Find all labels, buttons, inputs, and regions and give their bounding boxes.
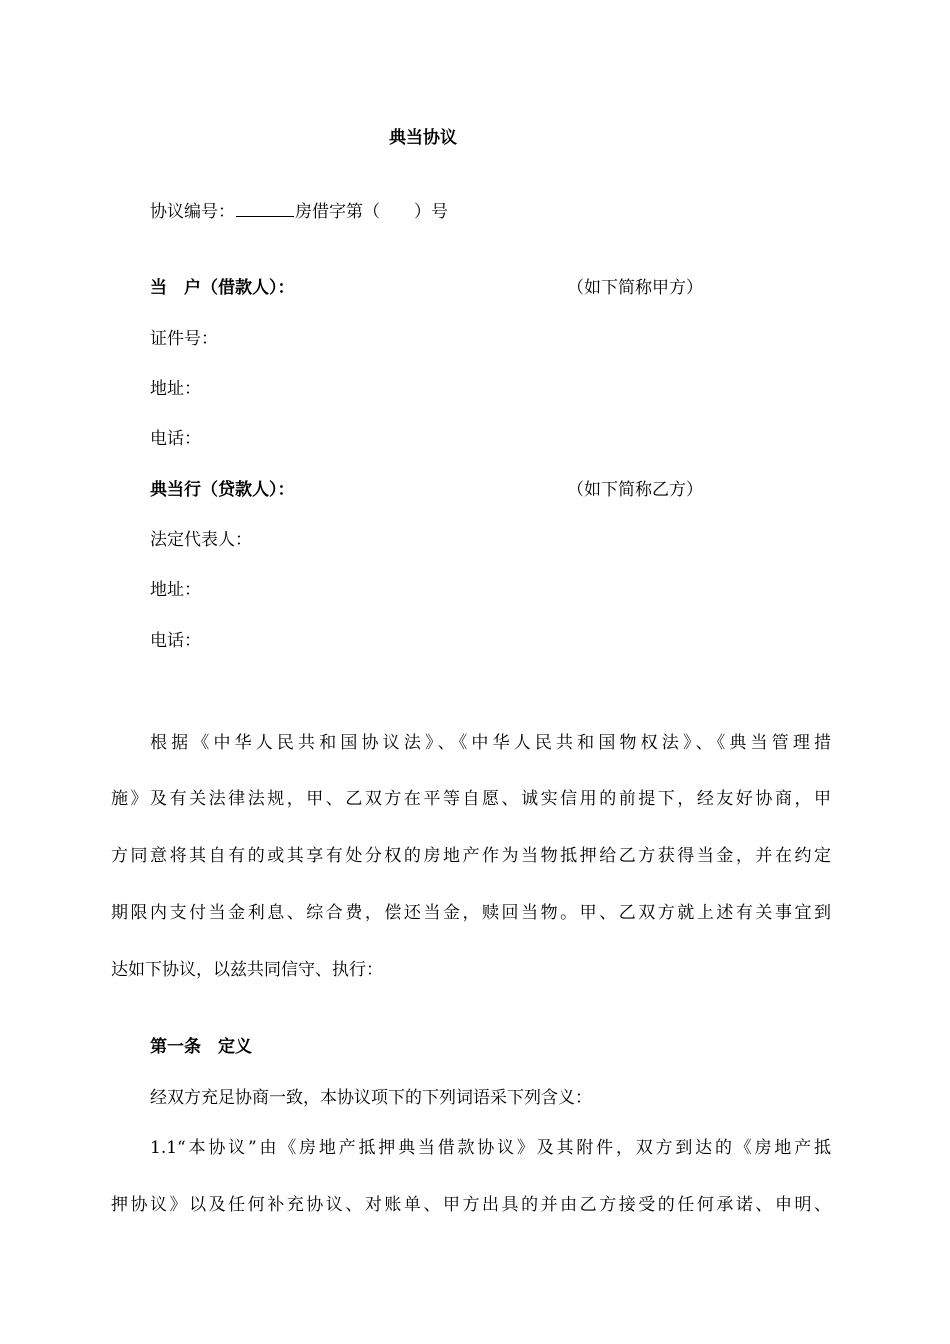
article-1-heading: 第一条 定义 [150,1037,252,1057]
party-b-note: （如下简称乙方） [567,480,703,500]
party-b-representative-field: 法定代表人： [150,530,252,550]
party-a-note: （如下简称甲方） [567,278,703,298]
clause-1-1-line: 押协议》以及任何补充协议、对账单、甲方出具的并由乙方接受的任何承诺、申明、 [111,1195,831,1215]
preamble-line: 达如下协议，以兹共同信守、执行： [111,960,383,980]
party-a-id-field: 证件号： [150,329,218,349]
agreement-number-line [150,200,448,224]
party-a-label: 当 户（借款人）： [150,278,295,298]
party-b-label: 典当行（贷款人）： [150,480,295,500]
preamble-line: 根据《中华人民共和国协议法》、《中华人民共和国物权法》、《典当管理措 [150,733,831,753]
party-a-phone-field: 电话： [150,429,201,449]
agreement-number-suffix: 房借字第（ ）号 [295,202,448,222]
agreement-number-label: 协议编号： [150,202,235,222]
preamble-line: 期限内支付当金利息、综合费，偿还当金，赎回当物。甲、乙双方就上述有关事宜到 [111,903,831,923]
party-a-address-field: 地址： [150,379,201,399]
party-b-phone-field: 电话： [150,631,201,651]
clause-1-1-line: 1.1“本协议”由《房地产抵押典当借款协议》及其附件，双方到达的《房地产抵 [150,1138,831,1158]
article-1-intro: 经双方充足协商一致，本协议项下的下列词语采下列含义： [150,1088,592,1108]
preamble-line: 施》及有关法律法规，甲、乙双方在平等自愿、诚实信用的前提下，经友好协商，甲 [111,789,831,809]
preamble-line: 方同意将其自有的或其享有处分权的房地产作为当物抵押给乙方获得当金，并在约定 [111,846,831,866]
document-title: 典当协议 [389,128,457,148]
agreement-number-blank [236,200,294,217]
party-b-address-field: 地址： [150,580,201,600]
